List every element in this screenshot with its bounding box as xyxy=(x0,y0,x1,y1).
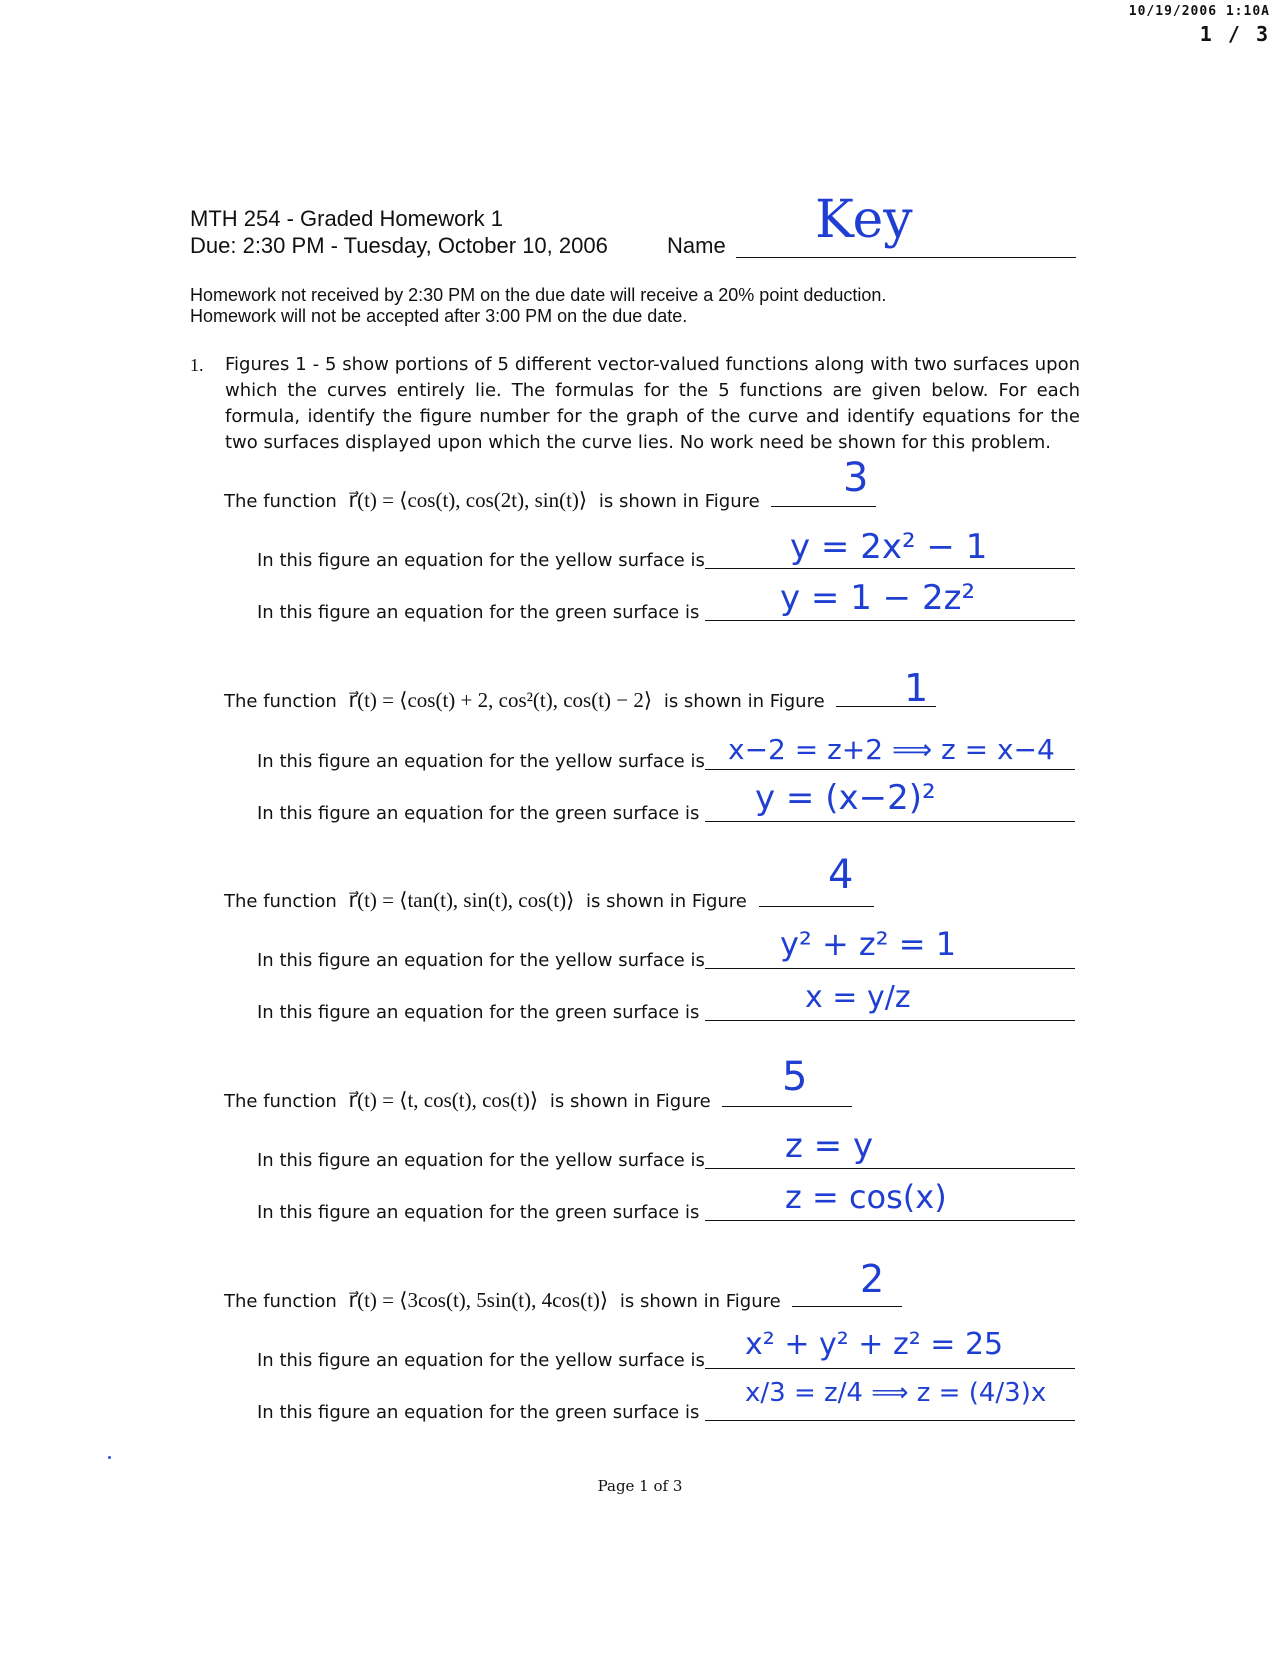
function-suffix: is shown in Figure xyxy=(586,891,747,912)
yellow-surface-line xyxy=(257,550,705,571)
function-prefix: The function xyxy=(224,1091,337,1112)
green-prompt: In this figure an equation for the green surface is xyxy=(257,803,700,824)
green-surface-line xyxy=(257,1002,699,1023)
due-date: Due: 2:30 PM - Tuesday, October 10, 2006 xyxy=(190,233,608,258)
yellow-answer: y = 2x² − 1 xyxy=(790,527,988,567)
answer-underline xyxy=(705,567,1075,569)
green-surface-line xyxy=(257,602,699,623)
function-prefix: The function xyxy=(224,691,337,712)
cutoff-notice: Homework will not be accepted after 3:00 PM on the due date. xyxy=(190,306,688,326)
yellow-answer: x−2 = z+2 ⟹ z = x−4 xyxy=(728,733,1055,766)
green-prompt: In this figure an equation for the green surface is xyxy=(257,602,700,623)
yellow-prompt: In this figure an equation for the yellow surface is xyxy=(257,1350,705,1371)
answer-underline xyxy=(705,1419,1075,1421)
figure-answer: 5 xyxy=(782,1054,808,1100)
figure-answer: 1 xyxy=(904,666,929,710)
function-formula: r⃗(t) = ⟨t, cos(t), cos(t)⟩ xyxy=(348,1088,539,1112)
yellow-prompt: In this figure an equation for the yellow surface is xyxy=(257,950,705,971)
ink-dot xyxy=(108,1456,111,1459)
figure-blank xyxy=(759,888,874,907)
figure-blank xyxy=(792,1288,902,1307)
answer-underline xyxy=(705,1167,1075,1169)
yellow-prompt: In this figure an equation for the yellow surface is xyxy=(257,550,705,571)
course-title: MTH 254 - Graded Homework 1 xyxy=(190,206,503,231)
yellow-prompt: In this figure an equation for the yellow surface is xyxy=(257,751,705,772)
function-suffix: is shown in Figure xyxy=(663,691,825,712)
function-formula: r⃗(t) = ⟨tan(t), sin(t), cos(t)⟩ xyxy=(348,888,575,912)
problem-text: Figures 1 - 5 show portions of 5 different vector-valued functions along with two surfaces upon which the curves entirely lie. The formulas for the 5 functions are given below. For each formula, identify the figure number for the graph of the curve and identify equations for the two surfaces displayed upon which the curve lies. No work need be shown for this problem. xyxy=(225,354,1080,453)
function-suffix: is shown in Figure xyxy=(619,1291,781,1312)
answer-underline xyxy=(705,619,1075,621)
function-formula: r⃗(t) = ⟨3cos(t), 5sin(t), 4cos(t)⟩ xyxy=(348,1288,609,1312)
print-timestamp: 10/19/2006 1:10A xyxy=(1128,4,1270,19)
answer-underline xyxy=(705,820,1075,822)
green-prompt: In this figure an equation for the green surface is xyxy=(257,1002,700,1023)
page-footer: Page 1 of 3 xyxy=(597,1477,683,1495)
green-surface-line xyxy=(257,1202,699,1223)
answer-underline xyxy=(705,1219,1075,1221)
name-underline xyxy=(736,256,1076,258)
green-prompt: In this figure an equation for the green surface is xyxy=(257,1202,700,1223)
yellow-answer: y² + z² = 1 xyxy=(780,925,957,963)
green-answer: x = y/z xyxy=(805,980,911,1015)
problem-statement xyxy=(190,352,1080,456)
problem-number: 1. xyxy=(190,355,204,375)
answer-underline xyxy=(705,967,1075,969)
yellow-prompt: In this figure an equation for the yellow surface is xyxy=(257,1150,705,1171)
answer-underline xyxy=(705,1019,1075,1021)
name-label: Name xyxy=(667,233,726,258)
green-surface-line xyxy=(257,803,699,824)
function-line xyxy=(224,488,876,513)
late-notice: Homework not received by 2:30 PM on the due date will receive a 20% point deduction. xyxy=(190,285,887,305)
answer-underline xyxy=(705,768,1075,770)
yellow-surface-line xyxy=(257,751,705,772)
green-answer: z = cos(x) xyxy=(785,1178,947,1216)
figure-answer: 3 xyxy=(843,455,869,501)
function-suffix: is shown in Figure xyxy=(598,491,760,512)
function-formula: r⃗(t) = ⟨cos(t), cos(2t), sin(t)⟩ xyxy=(348,488,588,512)
green-surface-line xyxy=(257,1402,699,1423)
name-handwritten: Key xyxy=(815,190,913,250)
answer-underline xyxy=(705,1367,1075,1369)
function-prefix: The function xyxy=(224,1291,337,1312)
yellow-answer: x² + y² + z² = 25 xyxy=(745,1327,1004,1362)
green-answer: y = 1 − 2z² xyxy=(780,578,976,618)
yellow-answer: z = y xyxy=(785,1126,874,1166)
function-prefix: The function xyxy=(224,491,337,512)
page-indicator: 1 / 3 xyxy=(1199,22,1270,46)
yellow-surface-line xyxy=(257,950,705,971)
function-prefix: The function xyxy=(224,891,337,912)
figure-answer: 4 xyxy=(828,852,854,898)
yellow-surface-line xyxy=(257,1150,705,1171)
green-prompt: In this figure an equation for the green surface is xyxy=(257,1402,700,1423)
figure-answer: 2 xyxy=(860,1257,885,1301)
function-suffix: is shown in Figure xyxy=(549,1091,711,1112)
function-formula: r⃗(t) = ⟨cos(t) + 2, cos²(t), cos(t) − 2⟩ xyxy=(348,688,653,712)
yellow-surface-line xyxy=(257,1350,705,1371)
function-line xyxy=(224,1288,902,1313)
green-answer: x/3 = z/4 ⟹ z = (4/3)x xyxy=(745,1378,1047,1408)
function-line xyxy=(224,1088,852,1113)
green-answer: y = (x−2)² xyxy=(755,778,936,818)
function-line xyxy=(224,888,874,913)
function-line xyxy=(224,688,936,713)
